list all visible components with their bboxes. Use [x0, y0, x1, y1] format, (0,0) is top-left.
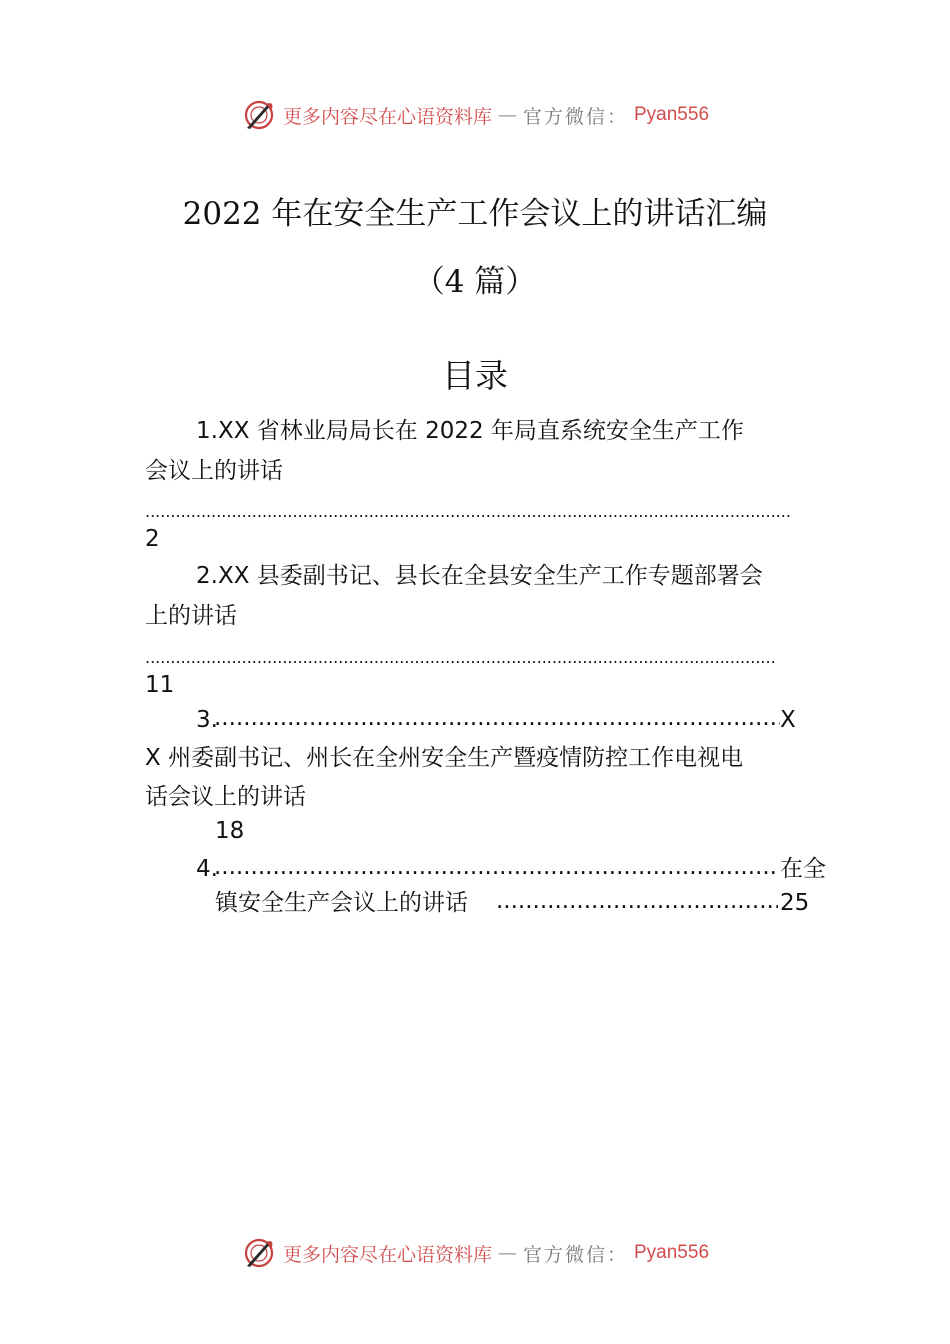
toc-entry-1-line2[interactable]: 会议上的讲话	[145, 458, 283, 484]
toc-entry-4-number[interactable]: 4.	[196, 856, 218, 882]
quill-logo-icon	[241, 1235, 277, 1271]
toc-entry-1-page[interactable]: 2	[145, 526, 160, 552]
toc-entry-1-leader	[145, 497, 791, 527]
toc-entry-4-page[interactable]: 25	[780, 890, 810, 916]
document-title: 2022 年在安全生产工作会议上的讲话汇编	[182, 196, 768, 232]
watermark-wechat-id: Pyan556	[634, 104, 710, 125]
toc-entry-3-leader	[214, 703, 780, 733]
toc-entry-4-leader	[214, 852, 778, 882]
toc-entry-3-line2[interactable]: X 州委副书记、州长在全州安全生产暨疫情防控工作电视电	[145, 745, 744, 771]
watermark-wechat-id: Pyan556	[634, 1242, 710, 1263]
document-subtitle: （4 篇）	[413, 264, 537, 300]
toc-entry-4-leader-2	[496, 886, 778, 916]
watermark-text: 更多内容尽在心语资料库	[282, 1243, 492, 1266]
footer-watermark	[0, 1233, 950, 1273]
watermark-text: 更多内容尽在心语资料库	[282, 105, 492, 128]
watermark-label: 官方微信：	[522, 1243, 628, 1266]
toc-entry-3-page[interactable]: 18	[215, 818, 245, 844]
watermark-label: 官方微信：	[522, 105, 628, 128]
toc-entry-2-leader	[145, 643, 775, 673]
toc-entry-2-line2[interactable]: 上的讲话	[145, 603, 237, 629]
toc-entry-4-suffix[interactable]: 在全	[780, 856, 826, 882]
quill-logo-icon	[241, 97, 277, 133]
toc-entry-3-number[interactable]: 3.	[196, 707, 218, 733]
toc-entry-1-line1[interactable]: 1.XX 省林业局局长在 2022 年局直系统安全生产工作	[196, 418, 744, 444]
toc-entry-2-line1[interactable]: 2.XX 县委副书记、县长在全县安全生产工作专题部署会	[196, 563, 763, 589]
toc-entry-3-line3[interactable]: 话会议上的讲话	[145, 784, 306, 810]
watermark-separator: —	[497, 1242, 517, 1264]
toc-entry-3-suffix[interactable]: X	[780, 707, 796, 733]
toc-heading: 目录	[442, 356, 508, 395]
header-watermark	[0, 95, 950, 135]
toc-entry-4-line2[interactable]: 镇安全生产会议上的讲话	[215, 890, 468, 916]
toc-entry-2-page[interactable]: 11	[145, 672, 175, 698]
watermark-separator: —	[497, 104, 517, 126]
